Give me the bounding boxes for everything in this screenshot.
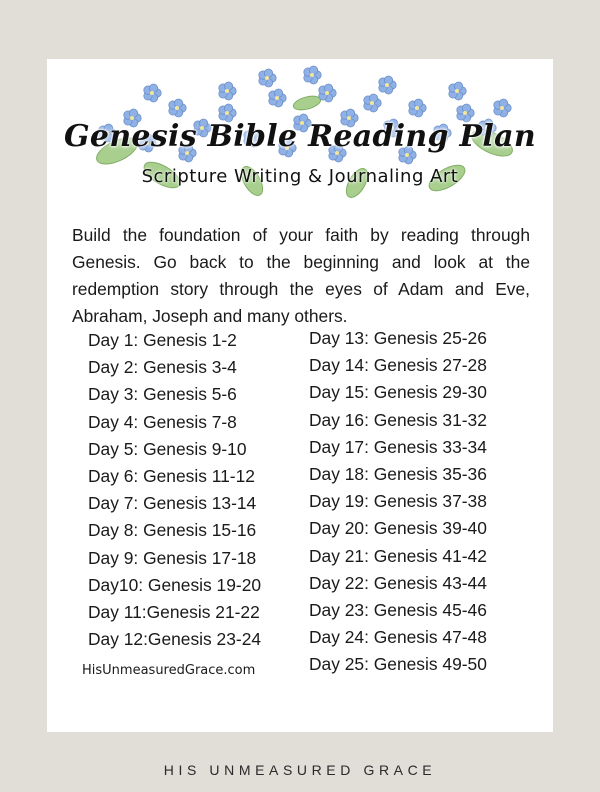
schedule-item: Day 14: Genesis 27-28 <box>309 355 487 376</box>
schedule-item: Day 22: Genesis 43-44 <box>309 572 487 593</box>
schedule-item: Day 11:Genesis 21-22 <box>88 601 260 622</box>
schedule-item: Day 23: Genesis 45-46 <box>309 599 487 620</box>
schedule-item: Day 6: Genesis 11-12 <box>88 465 255 486</box>
schedule-item: Day 15: Genesis 29-30 <box>309 382 487 403</box>
reading-plan-card <box>47 59 553 732</box>
schedule-item: Day 8: Genesis 15-16 <box>88 520 257 541</box>
schedule-item: Day 18: Genesis 35-36 <box>309 463 487 484</box>
schedule-item: Day 20: Genesis 39-40 <box>309 518 487 539</box>
schedule-item: Day 7: Genesis 13-14 <box>88 493 257 514</box>
schedule-item: Day 16: Genesis 31-32 <box>309 409 487 430</box>
schedule-item: Day 25: Genesis 49-50 <box>309 654 487 675</box>
schedule-item: Day 19: Genesis 37-38 <box>309 491 487 512</box>
schedule-item: Day 21: Genesis 41-42 <box>309 545 487 566</box>
schedule-item: Day 24: Genesis 47-48 <box>309 627 487 648</box>
intro-paragraph: Build the foundation of your faith by reading through Genesis. Go back to the beginning and look at the redemption story through the eyes of Adam and Eve, Abraham, Joseph and many others. <box>72 225 530 327</box>
schedule-item: Day 5: Genesis 9-10 <box>88 438 247 459</box>
schedule-right-column <box>309 325 487 678</box>
schedule-item: Day10: Genesis 19-20 <box>88 574 262 595</box>
schedule-item: Day 12:Genesis 23-24 <box>88 629 262 650</box>
schedule-item: Day 2: Genesis 3-4 <box>88 357 237 378</box>
schedule-item: Day 17: Genesis 33-34 <box>309 436 487 457</box>
schedule-left-column <box>88 327 261 653</box>
website-url: HisUnmeasuredGrace.com <box>82 663 256 678</box>
page-title: Genesis Bible Reading Plan <box>64 119 536 154</box>
schedule-item: Day 3: Genesis 5-6 <box>88 384 237 405</box>
schedule-item: Day 1: Genesis 1-2 <box>88 330 237 350</box>
footer-brand: HIS UNMEASURED GRACE <box>163 762 437 778</box>
schedule-item: Day 13: Genesis 25-26 <box>309 328 487 348</box>
page-subtitle: Scripture Writing & Journaling Art <box>141 166 459 187</box>
schedule-item: Day 4: Genesis 7-8 <box>88 411 237 432</box>
schedule-item: Day 9: Genesis 17-18 <box>88 547 257 568</box>
